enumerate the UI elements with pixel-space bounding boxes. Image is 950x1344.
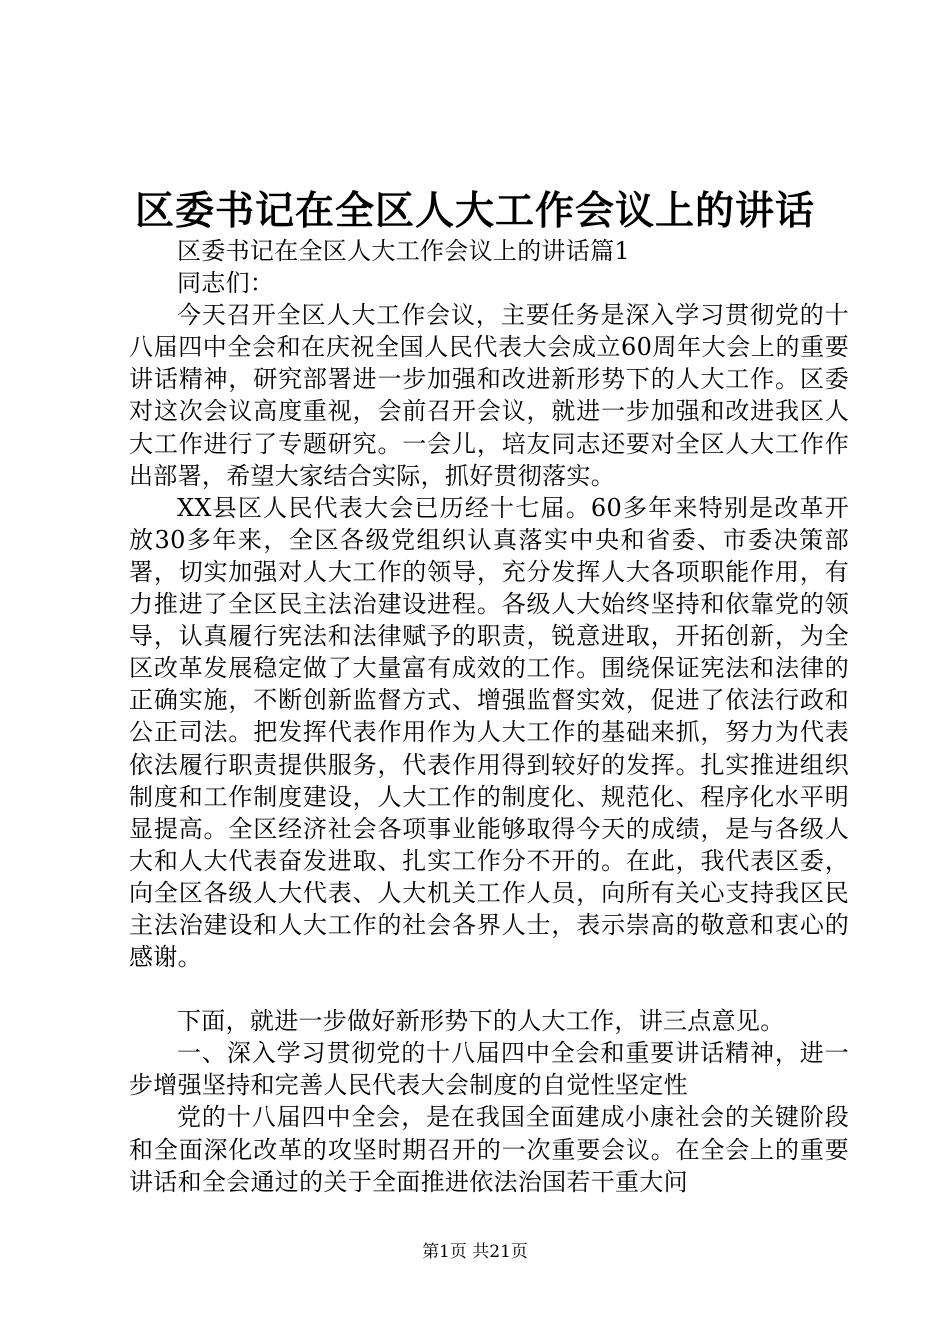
paragraph-plenum: 党的十八届四中全会，是在我国全面建成小康社会的关键阶段和全面深化改革的攻坚时期召开的一次重要会议。在全会上的重要讲话和全会通过的关于全面推进依法治国若干重大问	[129, 1103, 849, 1196]
paragraph-history: XX县区人民代表大会已历经十七届。60多年来特别是改革开放30多年来，全区各级党组织认真落实中央和省委、市委决策部署，切实加强对人大工作的领导，充分发挥人大各项职能作用，有力推进了全区民主法治建设进程。各级人大始终坚持和依靠党的领导，认真履行宪法和法律赋予的职责，锐意进取，开拓创新，为全区改革发展稳定做了大量富有成效的工作。围绕保证宪法和法律的正确实施，不断创新监督方式、增强监督实效，促进了依法行政和公正司法。把发挥代表作用作为人大工作的基础来抓，努力为代表依法履行职责提供服务，代表作用得到较好的发挥。扎实推进组织制度和工作制度建设，人大工作的制度化、规范化、程序化水平明显提高。全区经济社会各项事业能够取得今天的成绩，是与各级人大和人大代表奋发进取、扎实工作分不开的。在此，我代表区委，向全区各级人大代表、人大机关工作人员，向所有关心支持我区民主法治建设和人大工作的社会各界人士，表示崇高的敬意和衷心的感谢。	[129, 493, 849, 972]
paragraph-intro: 今天召开全区人大工作会议，主要任务是深入学习贯彻党的十八届四中全会和在庆祝全国人民代表大会成立60周年大会上的重要讲话精神，研究部署进一步加强和改进新形势下的人大工作。区委对这次会议高度重视，会前召开会议，就进一步加强和改进我区人大工作进行了专题研究。一会儿，培友同志还要对全区人大工作作出部署，希望大家结合实际，抓好贯彻落实。	[129, 301, 849, 490]
salutation: 同志们：	[177, 269, 275, 298]
paragraph-spacer	[129, 973, 849, 1005]
paragraph-outline: 下面，就进一步做好新形势下的人大工作，讲三点意见。	[177, 1007, 785, 1036]
page-footer: 第1页 共21页	[422, 1242, 528, 1262]
point-one-heading: 一、深入学习贯彻党的十八届四中全会和重要讲话精神，进一步增强坚持和完善人民代表大会制度的自觉性坚定性	[129, 1039, 849, 1100]
section-heading: 区委书记在全区人大工作会议上的讲话篇1	[177, 237, 630, 265]
document-title: 区委书记在全区人大工作会议上的讲话	[134, 188, 815, 234]
document-body	[129, 235, 849, 1198]
